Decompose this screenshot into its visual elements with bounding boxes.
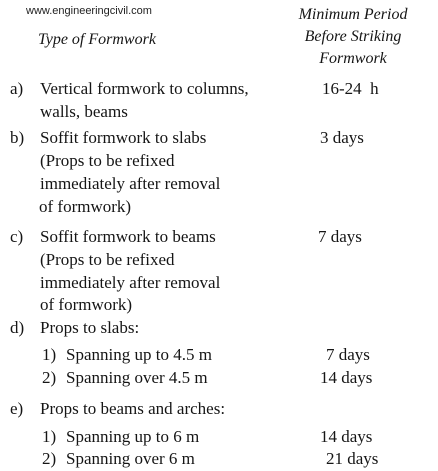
row-d-sub-label: 1) (42, 345, 57, 364)
row-e-sub-label: 2) (42, 449, 57, 468)
row-b-text: of formwork) (39, 197, 132, 216)
watermark: www.engineeringcivil.com (26, 5, 152, 17)
row-b-text: (Props to be refixed (40, 151, 175, 170)
row-c-label: c) (10, 227, 24, 246)
row-d-sub-period: 14 days (320, 368, 373, 387)
row-d-sub-text: Spanning over 4.5 m (66, 368, 208, 387)
row-c-text: (Props to be refixed (40, 250, 175, 269)
row-a-text: Vertical formwork to columns, (40, 79, 249, 98)
row-b-label: b) (10, 128, 25, 147)
row-d-sub-period: 7 days (326, 345, 370, 364)
row-c-text: immediately after removal (40, 273, 221, 292)
row-d-text: Props to slabs: (40, 318, 140, 337)
period-header-line: Minimum Period (298, 6, 408, 23)
period-column-header (272, 4, 434, 70)
row-d-label: d) (10, 318, 25, 337)
row-e-sub-text: Spanning over 6 m (66, 449, 195, 468)
row-e-sub-period: 14 days (320, 427, 373, 446)
row-b-period: 3 days (320, 128, 364, 147)
row-a-period: 16-24 h (322, 79, 379, 98)
row-b-text: Soffit formwork to slabs (40, 128, 207, 147)
row-a-label: a) (10, 79, 24, 98)
period-header-line: Before Striking (304, 28, 402, 45)
row-c-period: 7 days (318, 227, 362, 246)
type-column-header: Type of Formwork (38, 31, 156, 48)
row-e-sub-period: 21 days (326, 449, 379, 468)
row-e-sub-label: 1) (42, 427, 57, 446)
row-e-label: e) (10, 399, 24, 418)
period-header-line: Formwork (319, 50, 387, 67)
row-e-text: Props to beams and arches: (40, 399, 226, 418)
row-a-text: walls, beams (40, 102, 128, 121)
row-d-sub-label: 2) (42, 368, 57, 387)
row-c-text: of formwork) (40, 295, 133, 314)
row-b-text: immediately after removal (40, 174, 221, 193)
row-e-sub-text: Spanning up to 6 m (66, 427, 200, 446)
row-d-sub-text: Spanning up to 4.5 m (66, 345, 212, 364)
row-c-text: Soffit formwork to beams (40, 227, 216, 246)
